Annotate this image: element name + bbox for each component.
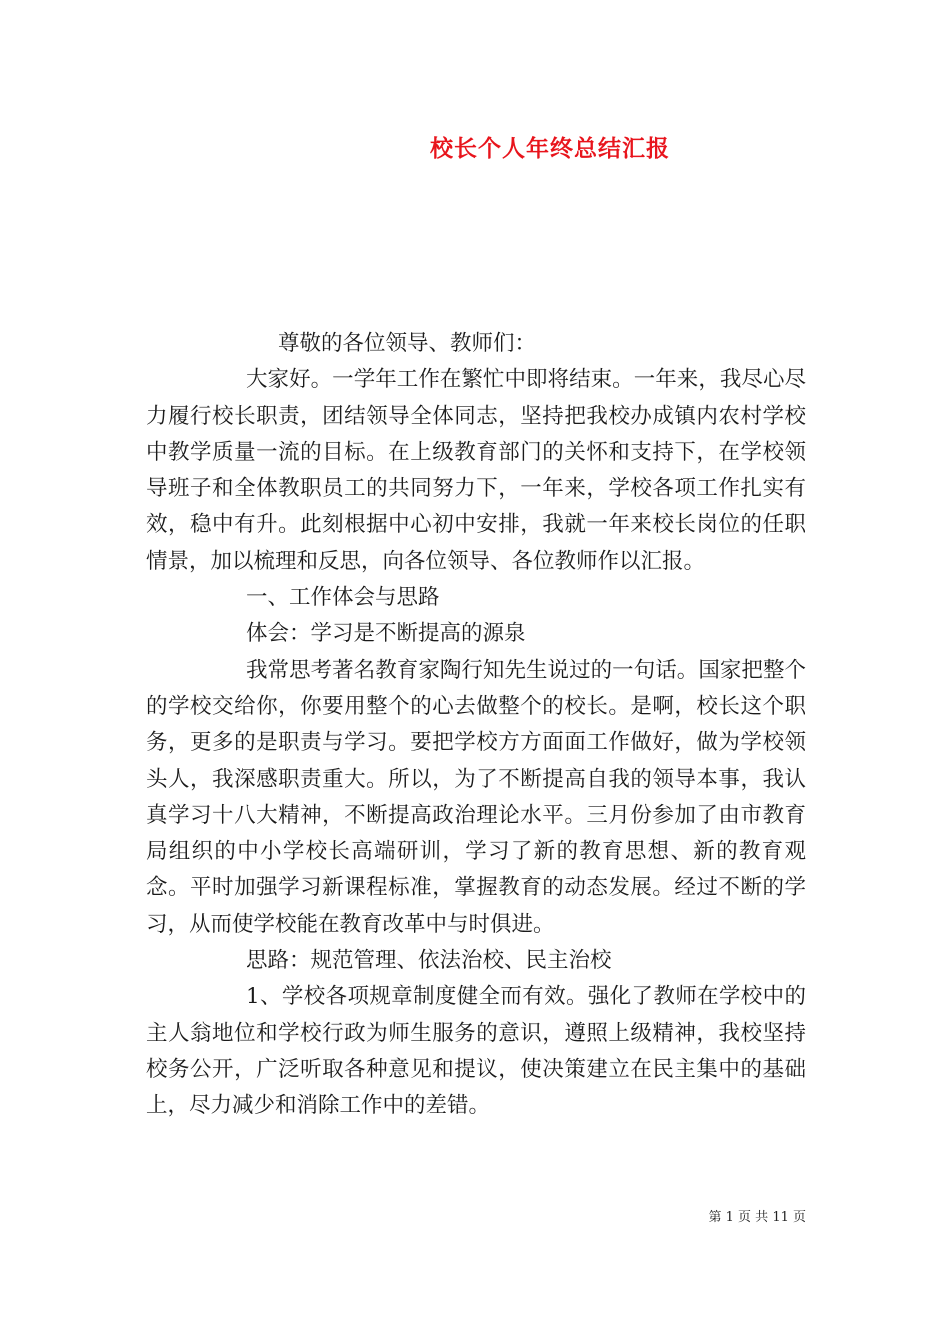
paragraph-rules: 1、学校各项规章制度健全而有效。强化了教师在学校中的主人翁地位和学校行政为师生服务的意识，遵照上级精神，我校坚持校务公开，广泛听取各种意见和提议，使决策建立在民主集中的基础上，尽力减少和消除工作中的差错。 xyxy=(146,984,806,1119)
section-heading-1: 一、工作体会与思路 xyxy=(246,585,440,611)
subheading-insight: 体会：学习是不断提高的源泉 xyxy=(246,621,526,647)
salutation: 尊敬的各位领导、教师们： xyxy=(278,331,537,356)
document-title: 校长个人年终总结汇报 xyxy=(430,135,670,162)
paragraph-greeting: 大家好。一学年工作在繁忙中即将结束。一年来，我尽心尽力履行校长职责，团结领导全体同志，坚持把我校办成镇内农村学校中教学质量一流的目标。在上级教育部门的关怀和支持下，在学校领导班子和全体教职员工的共同努力下，一年来，学校各项工作扎实有效，稳中有升。此刻根据中心初中安排，我就一年来校长岗位的任职情景，加以梳理和反思，向各位领导、各位教师作以汇报。 xyxy=(146,367,806,574)
paragraph-learning: 我常思考著名教育家陶行知先生说过的一句话。国家把整个的学校交给你，你要用整个的心去做整个的校长。是啊，校长这个职务，更多的是职责与学习。要把学校方方面面工作做好，做为学校领头人，我深感职责重大。所以，为了不断提高自我的领导本事，我认真学习十八大精神，不断提高政治理论水平。三月份参加了由市教育局组织的中小学校长高端研训，学习了新的教育思想、新的教育观念。平时加强学习新课程标准，掌握教育的动态发展。经过不断的学习，从而使学校能在教育改革中与时俱进。 xyxy=(146,657,806,937)
subheading-approach: 思路：规范管理、依法治校、民主治校 xyxy=(246,948,612,974)
page-indicator: 第 1 页 共 11 页 xyxy=(708,1210,806,1225)
document-body xyxy=(146,326,806,1125)
